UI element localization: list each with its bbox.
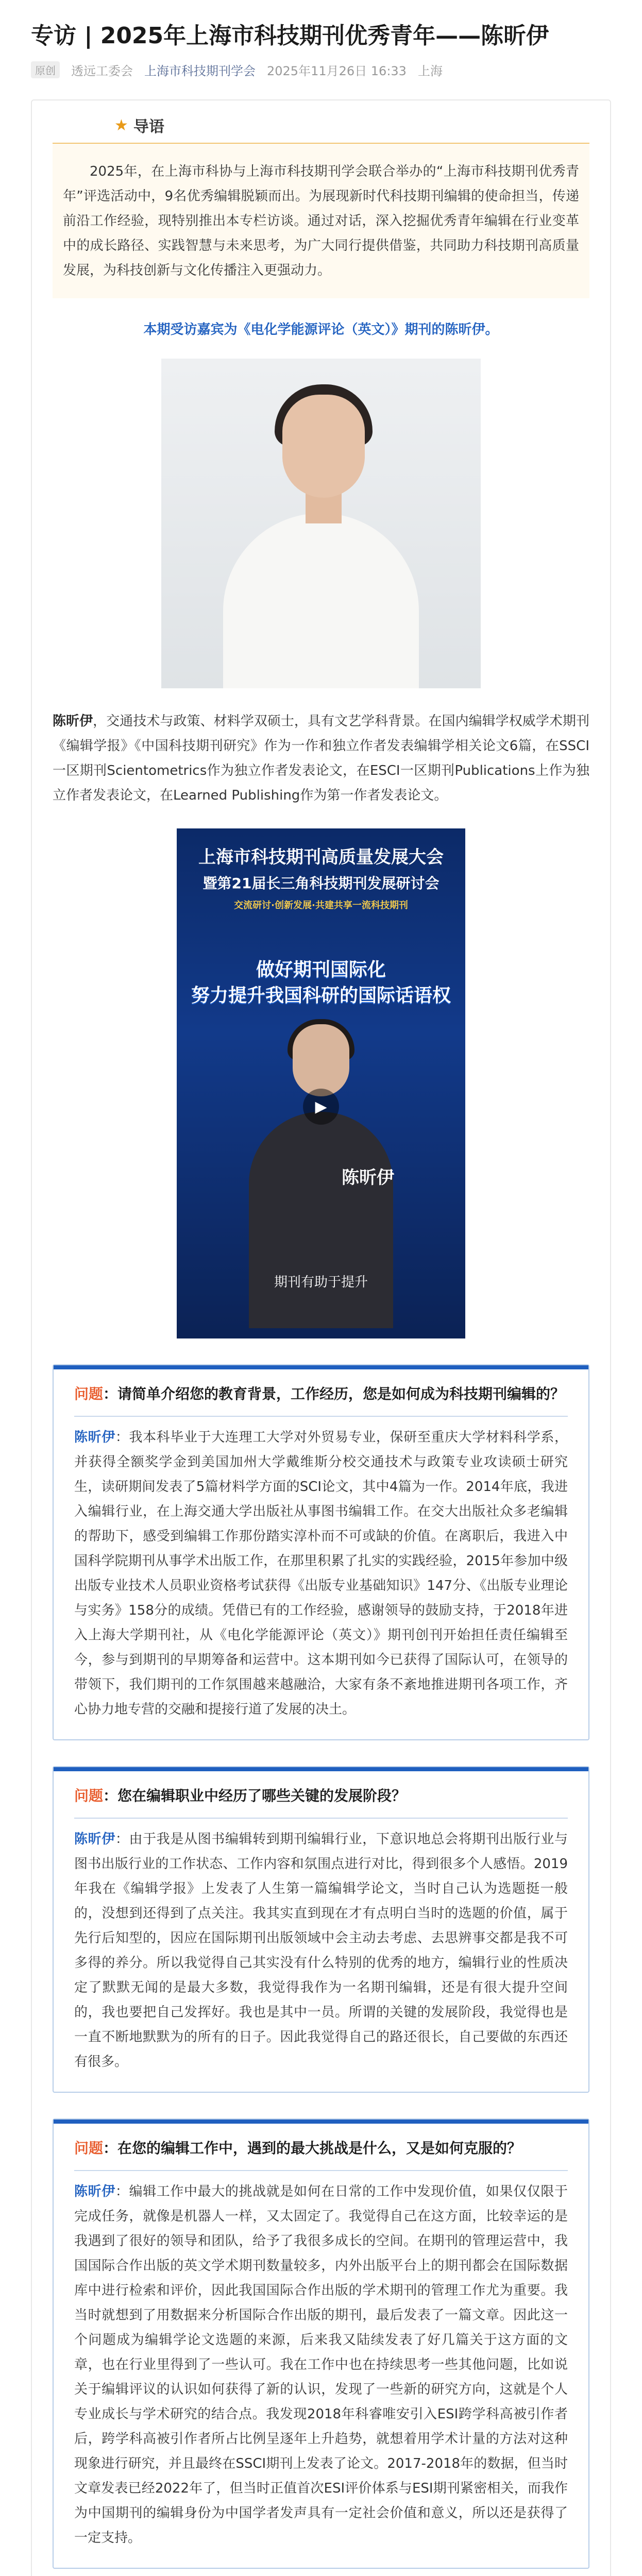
answer: 陈昕伊：由于我是从图书编辑转到期刊编辑行业，下意识地总会将期刊出版行业与图书出版行业的工作状态、工作内容和氛围点进行对比，得到很多个人感悟。2019年我在《编辑学报》上发表了人生第一篇编辑学论文，当时自己认为选题挺一般的，没想到还得到了点关注。我其实直到现在才有点明白当时的选题的价值，属于先行后知型的，因应在国际期刊出版领域中会主动去考虑、去思辨事交都是我不可多得的养分。所以我觉得自己其实没有什么特别的优秀的地方，编辑行业的性质决定了默默无闻的是最大多数，我觉得我作为一名期刊编辑，还是有很大提升空间的，我也要把自己发挥好。我也是其中一员。所谓的关键的发展阶段，我觉得也是一直不断地默默为的所有的日子。因此我觉得自己的路还很长，自己要做的东西还有很多。 [74,1832,568,2070]
video-slogan [187,957,455,1009]
original-badge: 原创 [31,61,60,78]
video-guest-name: 陈昕伊 [342,1167,394,1188]
guest-portrait-photo [161,359,481,688]
question: 问题：在您的编辑工作中，遇到的最大挑战是什么，又是如何克服的？ [74,2140,522,2157]
guest-intro [53,709,589,808]
qa-block [53,2119,589,2569]
video-title-line3: 交流研讨·创新发展·共建共享一流科技期刊 [234,900,408,911]
question: 问题：请简单介绍您的教育背景，工作经历，您是如何成为科技期刊编辑的？ [74,1385,565,1402]
video-slogan-line2: 努力提升我国科研的国际话语权 [191,985,451,1006]
video-slogan-line1: 做好期刊国际化 [256,959,386,980]
video-banner [187,843,455,911]
answer: 陈昕伊：我本科毕业于大连理工大学对外贸易专业，保研至重庆大学材料科学系，并获得全额奖学金到美国加州大学戴维斯分校交通技术与政策专业攻读硕士研究生，读研期间发表了5篇材料学方面的SCI论文，其中4篇为一作。2014年底，我进入编辑行业，在上海交通大学出版社从事图书编辑工作。在交大出版社众多老编辑的帮助下，感受到编辑工作那份踏实淳朴而不可或缺的价值。在离职后，我进入中国科学院期刊从事学术出版工作，在那里积累了扎实的实践经验，2015年参加中级出版专业技术人员职业资格考试获得《出版专业基础知识》147分、《出版专业理论与实务》158分的成绩。凭借已有的工作经验，感谢领导的鼓励支持，于2018年进入上海大学期刊社，从《电化学能源评论（英文）》期刊创刊开始担任责任编辑至今，参与到期刊的早期筹备和运营中。这本期刊如今已获得了国际认可，在领导的带领下，我们期刊的工作氛围越来越融洽，大家有条不紊地推进期刊各项工作，齐心协力地专营的交融和提接行道了发展的决土。 [74,1430,568,1717]
article-meta [31,61,611,79]
guest-name: 陈昕伊 [53,714,93,729]
qa-list [53,1364,589,2576]
star-icon: ★ [114,116,128,134]
article-title: 专访 | 2025年上海市科技期刊优秀青年——陈昕伊 [31,23,549,49]
video-title-line2: 暨第21届长三角科技期刊发展研讨会 [202,875,440,892]
guest-intro-text: ，交通技术与政策、材料学双硕士，具有文艺学科背景。在国内编辑学权威学术期刊《编辑学报》《中国科技期刊研究》作为一作和独立作者发表编辑学相关论文6篇，在SSCI一区期刊Scientometrics作为独立作者发表论文，在ESCI一区期刊Publications上作为独立作者发表论文，在Learned Publishing作为第一作者发表论文。 [53,714,589,803]
publish-location: 上海 [417,64,443,78]
qa-block [53,1364,589,1740]
guide-header [114,114,589,137]
author-name: 透远工委会 [71,64,133,78]
video-caption: 期刊有助于提升 [274,1275,368,1290]
interview-video[interactable] [177,828,465,1338]
guide-box [53,144,589,298]
answer: 陈昕伊：编辑工作中最大的挑战就是如何在日常的工作中发现价值，如果仅仅限于完成任务，就像是机器人一样，又太固定了。我觉得自己在这方面，比较幸运的是我遇到了很好的领导和团队，给予了我很多成长的空间。在期刊的管理运营中，我国国际合作出版的英文学术期刊数量较多，内外出版平台上的期刊都会在国际数据库中进行检索和评价，因此我国国际合作出版的学术期刊的管理工作尤为重要。我当时就想到了用数据来分析国际合作出版的期刊，最后发表了一篇文章。因此这一个问题成为编辑学论文选题的来源，后来我又陆续发表了好几篇关于这方面的文章，也在行业里得到了一些认可。我在工作中也在持续思考一些其他问题，比如说关于编辑评议的认识如何获得了新的认识，发现了一些新的研究方向，这就是个人专业成长与学术研究的结合点。我发现2018年科睿唯安引入ESI跨学科高被引作者后，跨学科高被引作者所占比例呈逐年上升趋势，就想着用学术计量的方法对这种现象进行研究，并且最终在SSCI期刊上发表了论文。2017-2018年的数据，但当时文章发表已经2022年了，但当时正值首次ESI评价体系与ESI期刊紧密相关，而我作为中国期刊的编辑身份为中国学者发声具有一定社会价值和意义，所以还是获得了一定支持。 [74,2184,568,2546]
play-icon[interactable]: ▶ [303,1089,339,1125]
video-title-line1: 上海市科技期刊高质量发展大会 [198,847,444,868]
guide-label: 导语 [133,118,164,136]
guide-text: 2025年，在上海市科协与上海市科技期刊学会联合举办的“上海市科技期刊优秀青年”评选活动中，9名优秀编辑脱颖而出。为展现新时代科技期刊编辑的使命担当，传递前沿工作经验，现特别推出本专栏访谈。通过对话，深入挖掘优秀青年编辑在行业变革中的成长路径、实践智慧与未来思考，为广大同行提供借鉴，共同助力科技期刊高质量发展，为科技创新与文化传播注入更强动力。 [63,164,579,278]
guest-highlight: 本期受访嘉宾为《电化学能源评论（英文）》期刊的陈昕伊。 [143,322,499,337]
account-link[interactable]: 上海市科技期刊学会 [144,64,256,78]
article-content-card [31,99,611,2576]
publish-date: 2025年11月26日 16:33 [267,64,407,78]
question: 问题：您在编辑职业中经历了哪些关键的发展阶段？ [74,1787,407,1804]
qa-block [53,1766,589,2093]
